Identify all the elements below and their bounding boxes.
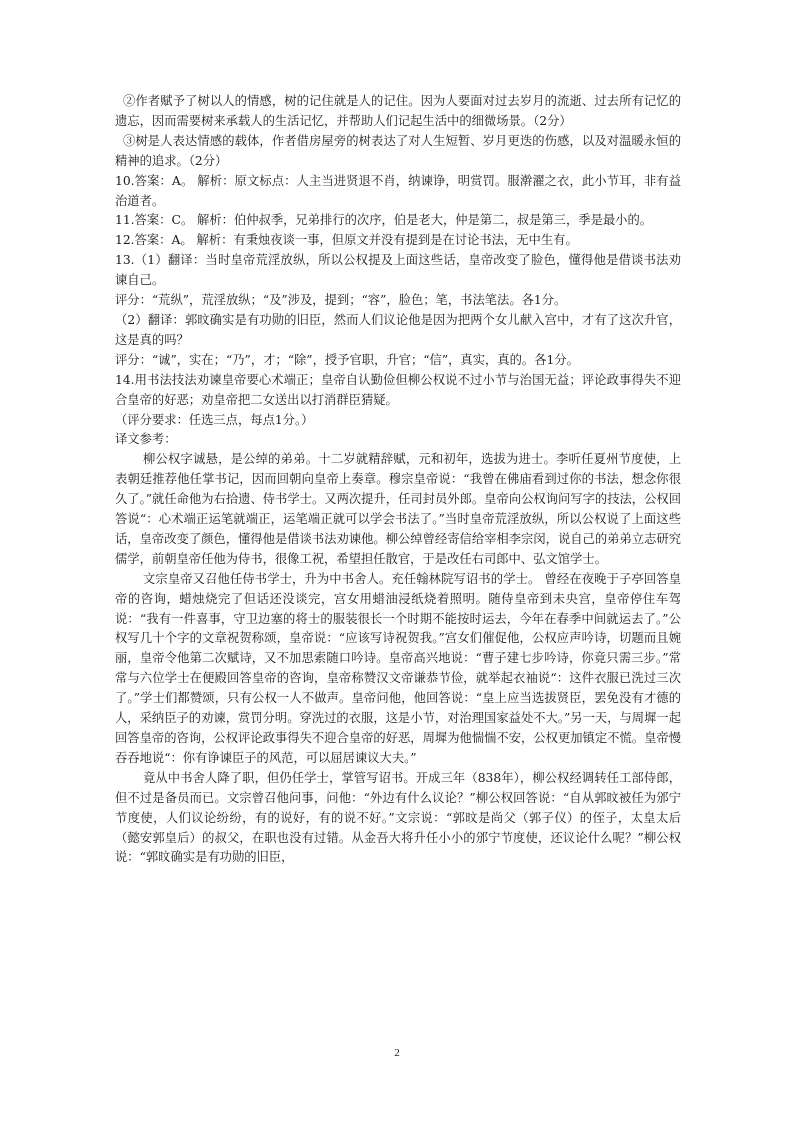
answer-q12: 12.答案：A。 解析：有秉烛夜谈一事，但原文并没有提到是在讨论书法，无中生有。 (115, 233, 578, 248)
answer-q13-1: 13.（1）翻译：当时皇帝荒淫放纵，所以公权提及上面这些话，皇帝改变了脸色，懂得他是借谈书法劝谏自己。 (115, 253, 681, 288)
answer-q13-2-score: 评分：“诚”，实在；“乃”，才；“除”，授予官职，升官；“信”，真实，真的。各1分。 (115, 352, 579, 367)
answer-q11: 11.答案：C。 解析：伯仲叔季，兄弟排行的次序，伯是老大，仲是第二，叔是第三，季是最小的。 (115, 213, 653, 228)
translation-paragraph-1: 柳公权字诚悬，是公绰的弟弟。十二岁就精辞赋，元和初年，选拔为进士。李听任夏州节度使，上表朝廷推荐他任掌书记，因而回朝向皇帝上奏章。穆宗皇帝说：“我曾在佛庙看到过你的书法，想念你很久了。”就任命他为右拾遗、侍书学士。又两次提升，任司封员外郎。皇帝向公权询问写字的技法，公权回答说“：心术端正运笔就端正，运笔端正就可以学会书法了。”当时皇帝荒淫放纵，所以公权说了上面这些话，皇帝改变了颜色，懂得他是借谈书法劝谏他。柳公绰曾经寄信给宰相李宗闵，说自己的弟弟立志研究儒学，前朝皇帝任他为侍书，很像工祝，希望担任散官，于是改任右司郎中、弘文馆学士。 (115, 452, 681, 566)
answer-q14-note: （评分要求：任选三点，每点1分。） (115, 412, 314, 427)
translation-paragraph-3: 竟从中书舍人降了职，但仍任学士，掌管写诏书。开成三年（838年），柳公权经调转任工部侍郎，但不过是备员而已。文宗曾召他问事，问他：“外边有什么议论？”柳公权回答说：“自从郭旼被任为邠宁节度使，人们议论纷纷，有的说好，有的说不好。”文宗说：“郭旼是尚父（郭子仪）的侄子，太皇太后（懿安郭皇后）的叔父，在职也没有过错。从金吾大将升任小小的邠宁节度使，还议论什么呢？”柳公权说：“郭旼确实是有功勋的旧臣， (115, 770, 681, 865)
translation-paragraph-2: 文宗皇帝又召他任侍书学士，升为中书舍人。充任翰林院写诏书的学士。 曾经在夜晚于子亭回答皇帝的咨询，蜡烛烧完了但话还没谈完，宫女用蜡油浸纸烧着照明。随侍皇帝到未央宫，皇帝停住车驾说：“我有一件喜事，守卫边塞的将士的服装很长一个时期不能按时运去，今年在春季中间就运去了。”公权写几十个字的文章祝贺称颂，皇帝说：“应该写诗祝贺我。”宫女们催促他，公权应声吟诗，切题而且婉丽，皇帝令他第二次赋诗，又不加思索随口吟诗。皇帝高兴地说：“曹子建七步吟诗，你竟只需三步。”常常与六位学士在便殿回答皇帝的咨询，皇帝称赞汉文帝谦恭节俭，就举起衣袖说“：这件衣服已洗过三次了。”学士们都赞颂，只有公权一人不做声。皇帝问他，他回答说：“皇上应当选拔贤臣，罢免没有才德的人，采纳臣子的劝谏，赏罚分明。穿洗过的衣服，这是小节，对治理国家益处不大。”另一天，与周墀一起回答皇帝的咨询，公权评论政事得失不迎合皇帝的好恶，周墀为他惴惴不安，公权更加镇定不慌。皇帝慢吞吞地说“：你有诤谏臣子的风范，可以屈居谏议大夫。” (115, 571, 681, 765)
answer-q14: 14.用书法技法劝谏皇帝要心术端正；皇帝自认勤俭但柳公权说不过小节与治国无益；评论政事得失不迎合皇帝的好恶；劝皇帝把二女送出以打消群臣猜疑。 (115, 372, 681, 407)
answer-item-3: ③树是人表达情感的载体，作者借房屋旁的树表达了对人生短暂、岁月更迭的伤感，以及对温暖永恒的精神的追求。（2分） (115, 133, 681, 168)
answer-item-2: ②作者赋予了树以人的情感，树的记住就是人的记住。因为人要面对过去岁月的流逝、过去所有记忆的遗忘，因而需要树来承载人的生活记忆，并帮助人们记起生活中的细微场景。（2分） (115, 94, 681, 128)
page-number: 2 (394, 1047, 400, 1059)
answer-q13-1-score: 评分：“荒纵”，荒淫放纵；“及”涉及，提到；“容”，脸色；笔，书法笔法。各1分。 (115, 293, 567, 308)
answer-q13-2: （2）翻译：郭旼确实是有功勋的旧臣，然而人们议论他是因为把两个女儿献入宫中，才有了这次升官，这是真的吗？ (115, 312, 681, 347)
translation-heading: 译文参考： (115, 432, 177, 447)
document-body (115, 92, 681, 868)
answer-q10: 10.答案：A。 解析：原文标点：人主当进贤退不肖，纳谏诤，明赏罚。服澣濯之衣，此小节耳，非有益治道者。 (115, 173, 681, 208)
